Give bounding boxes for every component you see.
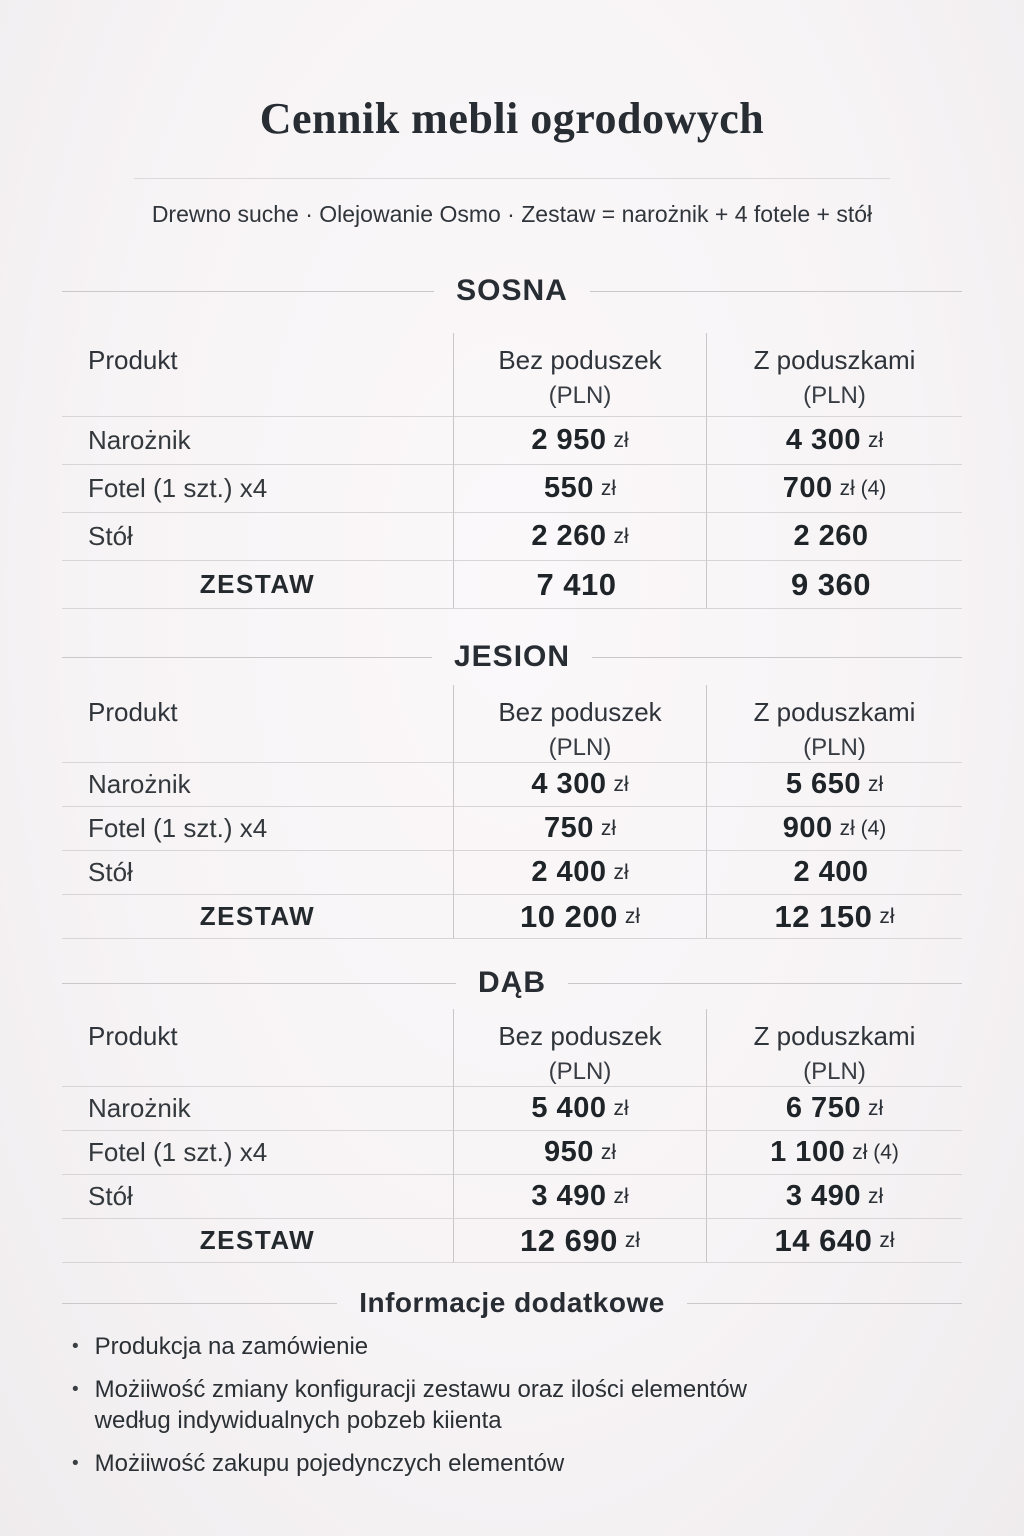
heading-rule-right <box>592 657 962 658</box>
price-table-jesion <box>62 685 962 939</box>
price-suffix: zł <box>613 772 629 796</box>
set-total-label: ZESTAW <box>62 561 453 609</box>
price-value: 5 650 <box>785 768 861 800</box>
price-value: 7 410 <box>536 566 617 602</box>
price-suffix: zł <box>867 428 884 452</box>
price-cell <box>453 1087 706 1131</box>
product-cell: Fotel (1 szt.) x4 <box>62 807 453 851</box>
section-heading-jesion <box>62 639 962 675</box>
price-cell <box>706 417 962 465</box>
page-title: Cennik mebli ogrodowych <box>259 94 765 143</box>
column-header-no-cushions <box>453 1009 706 1087</box>
column-header-unit: (PLN) <box>803 734 866 761</box>
price-value: 2 260 <box>793 520 869 552</box>
price-value: 2 400 <box>793 856 869 888</box>
column-header-unit: (PLN) <box>548 1058 612 1085</box>
footer-bullet-item: • Produkcja na zamówienie <box>72 1331 802 1362</box>
set-total-cell <box>453 895 706 939</box>
section-title: JESION <box>453 640 571 673</box>
product-cell: Stół <box>62 851 453 895</box>
price-suffix: zł <box>879 1228 895 1252</box>
price-value: 10 200 <box>520 898 618 934</box>
price-suffix: zł <box>613 1096 629 1120</box>
price-value: 12 690 <box>520 1222 618 1258</box>
price-suffix: zł <box>867 772 884 796</box>
column-header-unit: (PLN) <box>803 1058 866 1085</box>
price-cell <box>453 1131 706 1175</box>
heading-rule-right <box>590 291 962 292</box>
price-cell <box>453 1175 706 1219</box>
price-value: 6 750 <box>785 1092 861 1124</box>
price-cell <box>453 807 706 851</box>
column-header-label: Z poduszkami <box>753 1021 916 1051</box>
price-suffix: zł <box>600 476 617 500</box>
price-cell <box>453 417 706 465</box>
price-suffix: zł <box>624 1228 640 1252</box>
set-total-cell <box>706 1219 962 1263</box>
footer-heading <box>62 1285 962 1321</box>
heading-rule-left <box>62 657 432 658</box>
price-value: 12 150 <box>774 898 873 934</box>
price-suffix: zł (4) <box>852 1140 899 1164</box>
price-value: 750 <box>543 812 594 844</box>
footer-bullet-list <box>72 1331 802 1479</box>
price-value: 950 <box>543 1136 594 1168</box>
price-suffix: zł <box>867 1184 884 1208</box>
price-cell <box>706 1087 962 1131</box>
set-total-cell <box>706 895 962 939</box>
product-cell: Fotel (1 szt.) x4 <box>62 465 453 513</box>
set-total-cell <box>453 1219 706 1263</box>
price-suffix: zł <box>879 904 895 928</box>
price-value: 4 300 <box>531 768 607 800</box>
footer-bullet-item: • Możiiwość zmiany konfiguracji zestawu oraz ilości elementów według indywidualnych pobzeb kiienta <box>72 1374 802 1436</box>
price-value: 5 400 <box>531 1092 607 1124</box>
price-value: 3 490 <box>785 1180 861 1212</box>
price-suffix: zł <box>613 860 629 884</box>
column-header-unit: (PLN) <box>548 382 612 409</box>
price-suffix: zł (4) <box>839 816 887 840</box>
column-header-no-cushions <box>453 333 706 417</box>
column-header-unit: (PLN) <box>548 734 612 761</box>
price-suffix: zł <box>624 904 640 928</box>
product-cell: Stół <box>62 513 453 561</box>
product-cell: Fotel (1 szt.) x4 <box>62 1131 453 1175</box>
column-header-with-cushions <box>706 1009 962 1087</box>
section-heading-dab <box>62 965 962 1001</box>
heading-rule-right <box>687 1303 962 1304</box>
column-header-product: Produkt <box>62 1009 453 1087</box>
price-cell <box>706 763 962 807</box>
section-heading-sosna <box>62 273 962 309</box>
price-suffix: zł <box>613 524 629 548</box>
product-cell: Narożnik <box>62 417 453 465</box>
title-divider <box>134 178 890 179</box>
price-cell <box>706 1131 962 1175</box>
price-table-sosna <box>62 333 962 609</box>
price-table-dab <box>62 1009 962 1263</box>
footer-heading-title: Informacje dodatkowe <box>359 1287 665 1318</box>
column-header-label: Bez poduszek <box>498 345 662 375</box>
price-value: 4 300 <box>785 424 861 456</box>
price-value: 550 <box>543 472 594 504</box>
heading-rule-left <box>62 1303 337 1304</box>
set-total-label: ZESTAW <box>62 895 453 939</box>
price-value: 2 950 <box>531 424 607 456</box>
product-cell: Narożnik <box>62 1087 453 1131</box>
price-suffix: zł <box>867 1096 884 1120</box>
column-header-product: Produkt <box>62 333 453 417</box>
price-value: 14 640 <box>774 1222 873 1258</box>
column-header-label: Z poduszkami <box>753 697 916 727</box>
price-suffix: zł (4) <box>839 476 887 500</box>
column-header-with-cushions <box>706 333 962 417</box>
heading-rule-left <box>62 983 456 984</box>
price-cell <box>706 465 962 513</box>
price-cell <box>453 465 706 513</box>
price-cell <box>706 1175 962 1219</box>
price-cell <box>453 763 706 807</box>
set-total-cell <box>706 561 962 609</box>
price-suffix: zł <box>600 1140 617 1164</box>
column-header-label: Bez poduszek <box>498 1021 662 1051</box>
price-cell <box>706 807 962 851</box>
product-cell: Narożnik <box>62 763 453 807</box>
heading-rule-left <box>62 291 434 292</box>
product-cell: Stół <box>62 1175 453 1219</box>
price-suffix: zł <box>613 1184 629 1208</box>
section-title: DĄB <box>478 966 546 999</box>
column-header-product: Produkt <box>62 685 453 763</box>
price-value: 9 360 <box>790 566 872 602</box>
set-total-label: ZESTAW <box>62 1219 453 1263</box>
price-cell <box>706 513 962 561</box>
price-cell <box>453 513 706 561</box>
price-value: 700 <box>782 472 833 504</box>
column-header-with-cushions <box>706 685 962 763</box>
column-header-label: Z poduszkami <box>753 345 916 375</box>
column-header-unit: (PLN) <box>803 382 866 409</box>
set-total-cell <box>453 561 706 609</box>
page-subtitle: Drewno suche · Olejowanie Osmo · Zestaw = narożnik + 4 fotele + stół <box>151 201 873 227</box>
heading-rule-right <box>568 983 962 984</box>
price-cell <box>706 851 962 895</box>
price-cell <box>453 851 706 895</box>
footer-bullet-item: • Możiiwość zakupu pojedynczych elementów <box>72 1448 802 1479</box>
price-value: 3 490 <box>531 1180 607 1212</box>
price-suffix: zł <box>600 816 617 840</box>
price-value: 2 400 <box>531 856 607 888</box>
price-suffix: zł <box>613 428 629 452</box>
price-value: 2 260 <box>531 520 607 552</box>
column-header-no-cushions <box>453 685 706 763</box>
column-header-label: Bez poduszek <box>498 697 662 727</box>
price-value: 1 100 <box>770 1136 846 1168</box>
section-title: SOSNA <box>456 274 568 307</box>
price-value: 900 <box>782 812 833 844</box>
